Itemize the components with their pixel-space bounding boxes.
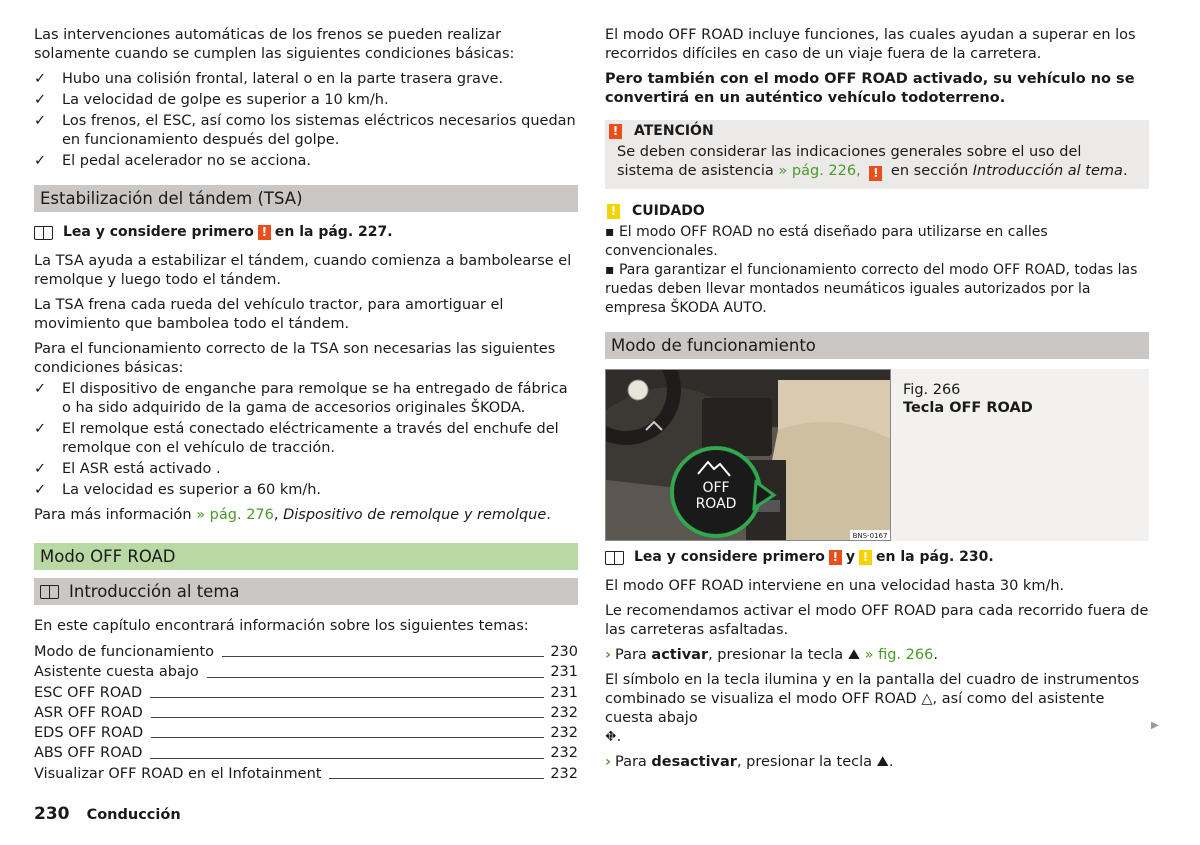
toc-label: EDS OFF ROAD: [34, 725, 144, 742]
modo-read-first: [605, 549, 1149, 565]
modo-header: Modo de funcionamiento: [605, 332, 1149, 359]
check-icon: ✓: [34, 92, 47, 108]
next-page-arrow-icon[interactable]: ▶: [1151, 720, 1159, 731]
figure-caption: [891, 369, 1149, 541]
car-interior-illustration: [606, 370, 891, 541]
tsa-p1: La TSA ayuda a estabilizar el tándem, cuando comienza a bambolearse el remolque y luego todo el tándem.: [34, 253, 572, 288]
step-arrow-icon: ›: [605, 647, 611, 663]
step-arrow-icon: ›: [605, 754, 611, 770]
list-item: [34, 481, 578, 500]
bullet-icon: ▪: [605, 224, 619, 240]
check-icon: ✓: [34, 482, 47, 498]
lea-suffix: en la pág. 227.: [274, 224, 393, 240]
toc-leader: [207, 677, 545, 678]
act-mid: , presionar la tecla: [708, 647, 844, 663]
toc-leader: [151, 737, 544, 738]
p5-a: El símbolo en la tecla ilumina y en la pantalla del cuadro de instrumentos combinado se visualiza el modo OFF ROAD: [605, 672, 1140, 707]
deact-bold: desactivar: [651, 754, 737, 770]
cuidado-item-text: El modo OFF ROAD no está diseñado para utilizarse en calles convencionales.: [605, 224, 1048, 259]
cuidado-item: [605, 261, 1149, 318]
more-info: Para más información » pág. 276, Dispositivo de remolque y remolque.: [34, 507, 551, 523]
fig-title: Tecla OFF ROAD: [903, 400, 1033, 416]
toc-leader: [150, 758, 544, 759]
check-icon: ✓: [34, 71, 47, 87]
toc-page: 231: [550, 664, 578, 681]
list-item: [34, 152, 578, 171]
deact-prefix: Para: [614, 754, 647, 770]
warning-red-icon: !: [869, 166, 882, 181]
page-number: 230: [34, 804, 70, 824]
toc-label: ABS OFF ROAD: [34, 745, 143, 762]
lea-mid: y: [845, 549, 856, 565]
list-item: [34, 112, 578, 150]
toc-page: 230: [550, 644, 578, 660]
toc-page: 232: [550, 725, 578, 742]
list-item: [34, 91, 578, 110]
list-item-text: La velocidad de golpe es superior a 10 km/h.: [62, 92, 389, 108]
more-info-link[interactable]: » pág. 276: [196, 507, 274, 523]
offroad-header: Modo OFF ROAD: [34, 543, 578, 570]
toc-row[interactable]: [34, 743, 578, 763]
table-of-contents: [34, 642, 578, 784]
fig-button-line2: ROAD: [695, 496, 737, 512]
cuidado-label: CUIDADO: [632, 203, 705, 219]
toc-row[interactable]: [34, 703, 578, 723]
book-icon: [34, 226, 53, 239]
toc-label: Modo de funcionamiento: [34, 644, 215, 660]
more-info-prefix: Para más información: [34, 507, 192, 523]
brake-conditions: [34, 70, 578, 171]
list-item-text: El remolque está conectado eléctricamente a través del enchufe del remolque con el vehículo de tracción.: [62, 421, 559, 456]
hill-descent-icon: ⛖: [605, 729, 617, 745]
right-column: [605, 26, 1149, 778]
more-info-italic: Dispositivo de remolque y remolque: [283, 507, 547, 523]
bullet-icon: ▪: [605, 262, 619, 278]
atencion-italic: Introducción al tema: [972, 163, 1123, 179]
cuidado-title: [605, 203, 1149, 219]
tsa-conditions: [34, 380, 578, 500]
warning-red-icon: !: [609, 124, 622, 139]
atencion-title: [605, 123, 1137, 139]
toc-label: Asistente cuesta abajo: [34, 664, 199, 681]
toc-leader: [150, 697, 544, 698]
toc-leader: [151, 717, 544, 718]
modo-p3: El modo OFF ROAD interviene en una velocidad hasta 30 km/h.: [605, 578, 1065, 594]
offroad-mode-icon: △: [921, 691, 933, 707]
warning-yellow-icon: !: [859, 550, 872, 565]
offroad-key-icon: ⛰: [876, 754, 889, 770]
check-icon: ✓: [34, 381, 47, 397]
atencion-box: [605, 120, 1149, 189]
toc-row[interactable]: [34, 723, 578, 743]
lea-prefix: Lea y considere primero: [634, 549, 825, 565]
atencion-text-a: Se deben considerar las indicaciones generales sobre el uso del sistema de asistencia: [617, 144, 1082, 179]
left-column: [34, 26, 578, 784]
check-icon: ✓: [34, 421, 47, 437]
toc-leader: [222, 656, 544, 657]
cuidado-box: [605, 203, 1149, 318]
warning-yellow-icon: !: [607, 204, 620, 219]
toc-label: ESC OFF ROAD: [34, 684, 143, 701]
toc-page: 232: [550, 704, 578, 721]
list-item-text: El pedal acelerador no se acciona.: [62, 153, 312, 169]
list-item-text: La velocidad es superior a 60 km/h.: [62, 482, 322, 498]
list-item: [34, 420, 578, 458]
act-bold: activar: [651, 647, 709, 663]
toc-row[interactable]: [34, 642, 578, 662]
warning-red-icon: !: [829, 550, 842, 565]
offroad-p2: Pero también con el modo OFF ROAD activado, su vehículo no se convertirá en un auténtico vehículo todoterreno.: [605, 71, 1135, 106]
check-icon: ✓: [34, 153, 47, 169]
cuidado-item: [605, 223, 1149, 261]
fig-number: Fig. 266: [903, 382, 961, 398]
offroad-key-icon: ⛰: [847, 647, 860, 663]
atencion-label: ATENCIÓN: [634, 123, 714, 139]
act-prefix: Para: [614, 647, 647, 663]
tsa-p2: La TSA frena cada rueda del vehículo tractor, para amortiguar el movimiento que bambolea todo el tándem.: [34, 297, 504, 332]
list-item-text: El dispositivo de enganche para remolque se ha entregado de fábrica o ha sido adquirido de la gama de accesorios originales ŠKODA.: [62, 381, 568, 416]
figure: [605, 369, 1149, 541]
fig-code: BNS-0167: [852, 532, 888, 540]
toc-label: Visualizar OFF ROAD en el Infotainment: [34, 765, 322, 782]
toc-page: 232: [550, 765, 578, 782]
book-icon: [40, 585, 59, 598]
check-icon: ✓: [34, 461, 47, 477]
list-item-text: Los frenos, el ESC, así como los sistemas eléctricos necesarios quedan en funcionamiento después del golpe.: [62, 113, 576, 148]
list-item-text: Hubo una colisión frontal, lateral o en la parte trasera grave.: [62, 71, 504, 87]
deact-mid: , presionar la tecla: [736, 754, 873, 770]
modo-p5: El símbolo en la tecla ilumina y en la pantalla del cuadro de instrumentos combinado se visualiza el modo OFF ROAD △, así como del asistente cuesta abajo ⛖.: [605, 672, 1140, 745]
tsa-read-first: [34, 224, 578, 240]
list-item: [34, 70, 578, 89]
toc-row[interactable]: [34, 683, 578, 703]
offroad-figure-image: [605, 369, 891, 541]
toc-page: 231: [550, 684, 578, 701]
atencion-text-b: en sección: [890, 163, 969, 179]
toc-leader: [329, 778, 544, 779]
cuidado-list: [605, 223, 1149, 318]
list-item: [34, 460, 578, 479]
act-link[interactable]: » fig. 266: [864, 647, 934, 663]
check-icon: ✓: [34, 113, 47, 129]
lea-suffix: en la pág. 230.: [876, 549, 994, 565]
cuidado-item-text: Para garantizar el funcionamiento correcto del modo OFF ROAD, todas las ruedas deben llevar montados neumáticos iguales autorizados por la empresa ŠKODA AUTO.: [605, 262, 1138, 316]
atencion-link[interactable]: » pág. 226,: [778, 163, 861, 179]
offroad-p1: El modo OFF ROAD incluye funciones, las cuales ayudan a superar en los recorridos difíciles en caso de un viaje fuera de la carretera.: [605, 27, 1136, 62]
list-item: [34, 380, 578, 418]
list-item-text: El ASR está activado .: [62, 461, 221, 477]
toc-intro: En este capítulo encontrará información sobre los siguientes temas:: [34, 618, 529, 634]
section-name: Conducción: [86, 807, 181, 823]
toc-page: 232: [550, 745, 578, 762]
toc-label: ASR OFF ROAD: [34, 704, 143, 721]
intro-header-label: Introducción al tema: [69, 582, 240, 601]
fig-button-line1: OFF: [702, 480, 730, 496]
toc-row[interactable]: [34, 662, 578, 682]
deactivate-step: › Para desactivar, presionar la tecla ⛰.: [605, 754, 894, 770]
warning-red-icon: !: [258, 225, 271, 240]
p5-b: , así como del asistente cuesta abajo: [605, 691, 1105, 726]
book-icon: [605, 551, 624, 564]
page-footer: [34, 804, 181, 824]
intro-header: [34, 578, 578, 605]
atencion-text: Se deben considerar las indicaciones generales sobre el uso del sistema de asistencia » pág. 226, ! en sección Introducción al tema.: [617, 144, 1128, 180]
tsa-header: Estabilización del tándem (TSA): [34, 185, 578, 212]
modo-p4: Le recomendamos activar el modo OFF ROAD para cada recorrido fuera de las carreteras asfaltadas.: [605, 603, 1149, 638]
lea-prefix: Lea y considere primero: [63, 224, 254, 240]
activate-step: › Para activar, presionar la tecla ⛰ » fig. 266.: [605, 647, 938, 663]
toc-row[interactable]: [34, 764, 578, 784]
tsa-p3: Para el funcionamiento correcto de la TSA son necesarias las siguientes condiciones básicas:: [34, 341, 556, 376]
brake-intro: Las intervenciones automáticas de los frenos se pueden realizar solamente cuando se cumplen las siguientes condiciones básicas:: [34, 27, 515, 62]
